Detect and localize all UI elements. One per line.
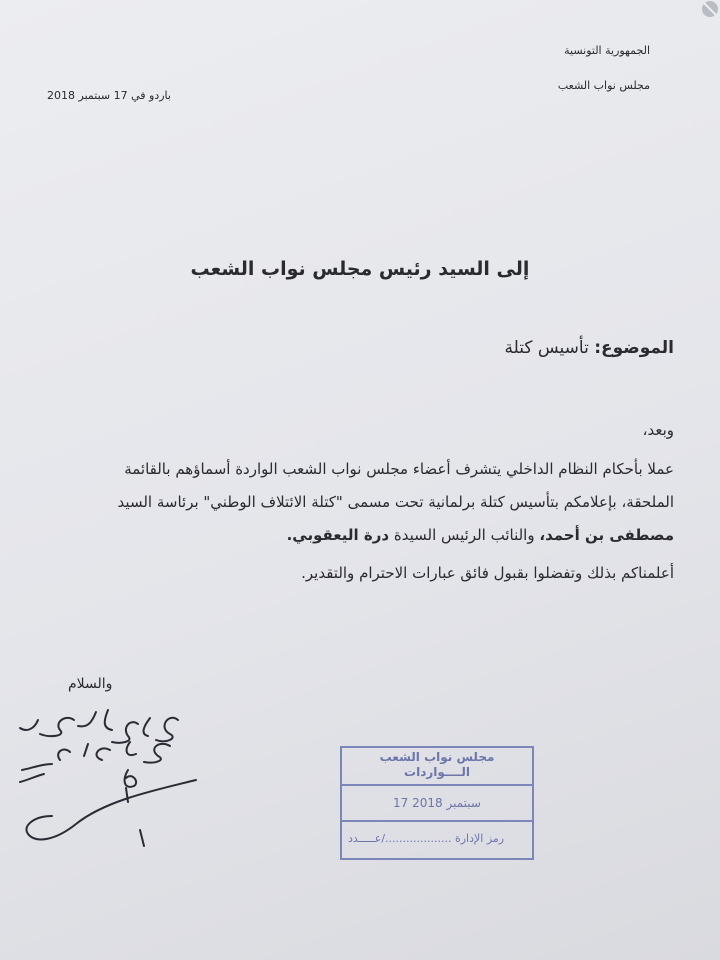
subject-label: الموضوع: bbox=[594, 338, 674, 358]
body-line-2: الملحقة، بإعلامكم بتأسيس كتلة برلمانية تحت مسمى "كتلة الائتلاف الوطني" برئاسة السيد bbox=[117, 493, 674, 511]
salutation: والسلام bbox=[68, 676, 113, 692]
stamp-line-2: الــــواردات bbox=[404, 765, 470, 779]
reception-stamp bbox=[340, 746, 534, 860]
vice-president-name: درة اليعقوبي. bbox=[286, 526, 390, 544]
greeting: وبعد، bbox=[642, 421, 674, 439]
body-line-3-mid: والنائب الرئيس السيدة bbox=[393, 526, 535, 544]
stamp-header bbox=[342, 748, 532, 786]
subject-line bbox=[505, 338, 675, 358]
stamp-line-1: مجلس نواب الشعب bbox=[379, 750, 495, 764]
president-name: مصطفى بن أحمد، bbox=[539, 526, 674, 544]
subject-text: تأسيس كتلة bbox=[504, 338, 589, 358]
header-parliament: مجلس نواب الشعب bbox=[557, 79, 650, 92]
stamp-reference: رمز الإدارة .................../عـــــدد bbox=[348, 832, 505, 845]
letter-title: إلى السيد رئيس مجلس نواب الشعب bbox=[190, 258, 530, 280]
body-line-1: عملا بأحكام النظام الداخلي يتشرف أعضاء مجلس نواب الشعب الواردة أسماؤهم بالقائمة bbox=[124, 460, 674, 478]
stamp-date: 17 سبتمبر 2018 bbox=[342, 786, 532, 822]
body-line-3 bbox=[287, 526, 674, 544]
closing-line: أعلمناكم بذلك وتفضلوا بقبول فائق عبارات الاحترام والتقدير. bbox=[301, 564, 674, 582]
page-corner-icon bbox=[698, 0, 720, 22]
header-republic: الجمهورية التونسية bbox=[564, 44, 650, 57]
dateline: باردو في 17 سبتمبر 2018 bbox=[47, 89, 171, 102]
handwritten-signature bbox=[0, 680, 220, 860]
